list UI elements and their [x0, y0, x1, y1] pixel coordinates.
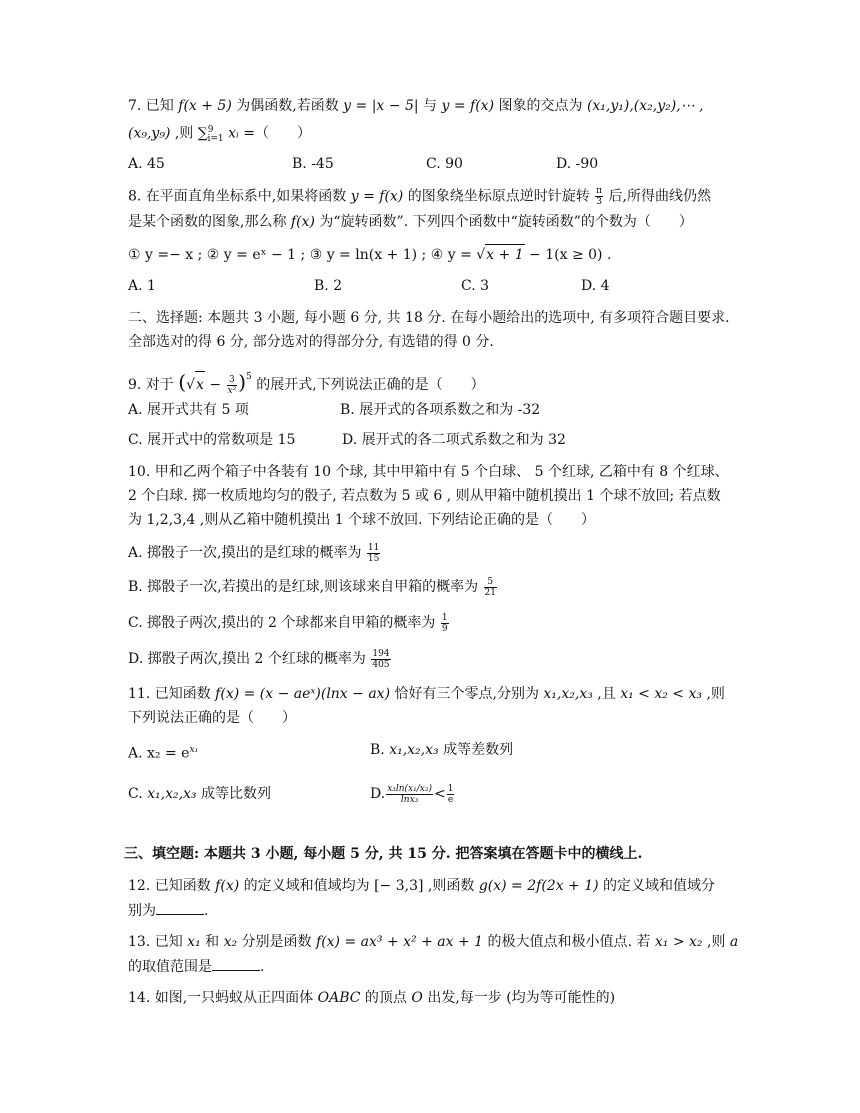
q13-math: x₁	[187, 934, 201, 950]
q7-math: (x₉,y₉)	[128, 125, 171, 142]
q9-line: 9. 对于 (√x − $\frac{3}{\text{x²}}$ )$^5$ 的展开式,下列说法正确的是（ ）	[128, 364, 485, 398]
q14-text: 14. 如图,一只蚂蚁从正四面体	[128, 990, 318, 1006]
q8-option-d: D. 4	[581, 278, 610, 294]
q13-text: 和	[200, 934, 224, 950]
q11-option-c-math: x₁,x₂,x₃	[147, 786, 197, 802]
q7-math: (x₁,y₁),(x₂,y₂),⋯ ,	[586, 98, 704, 114]
q10-option-a	[128, 540, 381, 566]
q14-line	[128, 988, 615, 1008]
q10-option-a-fraction	[367, 543, 380, 564]
q8-line1	[128, 186, 711, 207]
q7-sum-upper: 9	[207, 125, 214, 135]
q11-option-d-rfraction	[447, 784, 455, 805]
q11-text: ,则	[702, 686, 725, 702]
q10-d-num: 194	[372, 648, 390, 659]
q11-d-num: x₃ln(x₁/x₂)	[387, 783, 432, 794]
q14-math: OABC	[317, 990, 361, 1006]
q7-text: =（ ）	[238, 125, 312, 142]
q8-text: 后,所得曲线仍然	[604, 188, 711, 205]
q9-option-c: C. 展开式中的常数项是 15	[128, 432, 296, 448]
q7-text: ,则	[170, 125, 198, 142]
q12-math: g(x) = 2f(2x + 1)	[478, 878, 599, 894]
q7-text: 图象的交点为	[494, 98, 587, 114]
q7-line1	[128, 96, 704, 116]
q7-option-d: D. -90	[556, 156, 599, 172]
q10-option-a-text: A. 掷骰子一次,摸出的是红球的概率为	[128, 545, 366, 561]
q11-option-b-text: 成等差数列	[438, 742, 514, 758]
q7-math: y = |x − 5|	[343, 98, 419, 114]
q11-d-lt: <	[433, 786, 446, 802]
q10-line3: 为 1,2,3,4 ,则从乙箱中随机摸出 1 个球不放回. 下列结论正确的是（ ）	[128, 512, 596, 528]
q7-text: 为偶函数,若函数	[231, 98, 344, 114]
q9-power: 5	[246, 372, 252, 382]
q9-minus: −	[204, 377, 226, 393]
q12-text: 别为	[128, 903, 156, 919]
q7-math: y = f(x)	[441, 98, 495, 114]
q10-option-d-fraction	[371, 649, 390, 670]
q11-option-c-label: C.	[128, 786, 148, 802]
q11-d-rden: e	[447, 794, 454, 805]
q13-math: x₁ > x₂	[654, 934, 703, 950]
q8-option-b: B. 2	[314, 278, 343, 294]
q13-math: f(x) = ax³ + x² + ax + 1	[316, 934, 484, 950]
q14-math: O	[411, 990, 423, 1006]
q8-option-c: C. 3	[461, 278, 490, 294]
q13-text: 13. 已知	[128, 934, 188, 950]
q12-math: f(x)	[215, 878, 240, 894]
section3-heading: 三、填空题: 本题共 3 小题, 每小题 5 分, 共 15 分. 把答案填在答题卡中的横线上.	[124, 846, 643, 862]
q11-math: f(x) = (x − aeˣ)(lnx − ax)	[215, 686, 391, 702]
q11-option-c-text: 成等比数列	[196, 786, 272, 802]
q12-text: 的定义域和值域均为	[239, 878, 375, 894]
q10-line2: 2 个白球. 掷一枚质地均匀的骰子, 若点数为 5 或 6 , 则从甲箱中随机摸出 1 个球不放回; 若点数	[128, 488, 721, 504]
q7-option-a: A. 45	[128, 156, 165, 172]
q11-option-d-label: D.	[370, 786, 386, 802]
q7-math: f(x + 5)	[178, 98, 232, 114]
q10-option-c-fraction	[441, 613, 449, 634]
q10-option-b-fraction	[484, 577, 497, 598]
q8-fraction	[595, 186, 603, 207]
q11-math: x₁ < x₂ < x₃	[620, 686, 702, 702]
q12-line2	[128, 900, 208, 921]
q10-option-c-text: C. 掷骰子两次,摸出的 2 个球都来自甲箱的概率为	[128, 615, 440, 631]
q11-text: ,且	[592, 686, 621, 702]
q13-answer-blank[interactable]	[212, 956, 260, 971]
q10-option-d	[128, 646, 392, 672]
q10-b-den: 21	[484, 587, 496, 598]
q9-option-b: B. 展开式的各项系数之和为 -32	[340, 402, 541, 418]
q9-frac-den: x²	[227, 385, 237, 396]
q11-option-b	[370, 740, 513, 760]
q13-line1	[128, 932, 738, 952]
q7-line2	[128, 120, 311, 149]
q11-d-rnum: 1	[447, 783, 454, 794]
q8-text: 8. 在平面直角坐标系中,如果将函数	[128, 188, 351, 205]
q10-c-num: 1	[441, 612, 448, 623]
q8-math: f(x)	[290, 214, 315, 230]
q11-math: x₁,x₂,x₃	[543, 686, 593, 702]
q8-math: y = f(x)	[350, 188, 404, 205]
q13-math: a	[729, 934, 739, 950]
q11-option-b-label: B.	[370, 742, 390, 758]
q12-text: 12. 已知函数	[128, 878, 216, 894]
q7-sum-symbol: ∑	[197, 125, 208, 142]
q10-d-den: 405	[372, 659, 390, 670]
q8-text: 是某个函数的图象,那么称	[128, 214, 291, 230]
q11-option-c	[128, 784, 271, 804]
section2-line2: 全部选对的得 6 分, 部分选对的得部分分, 有选错的得 0 分.	[128, 334, 494, 350]
q11-line1	[128, 684, 725, 704]
q12-text: .	[204, 903, 209, 919]
q12-text: 的定义域和值域分	[598, 878, 716, 894]
q8-option-a: A. 1	[128, 278, 156, 294]
q8-line2	[128, 212, 693, 232]
q11-option-a-exp: x₁	[189, 745, 199, 755]
q14-text: 的顶点	[360, 990, 412, 1006]
q9-option-d: D. 展开式的各二项式系数之和为 32	[342, 432, 566, 448]
q13-math: x₂	[223, 934, 238, 950]
q14-text: 出发,每一步 (均为等可能性的)	[422, 990, 616, 1006]
q9-frac-num: 3	[227, 375, 238, 386]
q10-option-d-text: D. 掷骰子两次,摸出 2 个红球的概率为	[128, 651, 371, 667]
q9-text: 9. 对于	[128, 377, 179, 393]
q8-text: 的图象绕坐标原点逆时针旋转	[403, 188, 595, 205]
q11-d-den: lnx₃	[400, 794, 419, 805]
q9-fraction	[227, 375, 238, 396]
q11-line2: 下列说法正确的是（ ）	[128, 710, 296, 726]
q11-option-d	[370, 774, 455, 814]
q8-functions-end: − 1(x ≥ 0) .	[524, 247, 612, 263]
q12-text: ,则函数	[423, 878, 479, 894]
q10-option-c	[128, 610, 450, 636]
q7-text: 与	[418, 98, 442, 114]
q12-line1	[128, 876, 715, 896]
q11-option-a	[128, 740, 198, 764]
q7-text: 7. 已知	[128, 98, 179, 114]
q8-sqrt: x + 1	[485, 244, 524, 265]
q10-option-b	[128, 574, 498, 600]
q13-text: 的极大值点和极小值点. 若	[483, 934, 655, 950]
section2-line1: 二、选择题: 本题共 3 小题, 每小题 6 分, 共 18 分. 在每小题给出的选项中, 有多项符合题目要求.	[128, 310, 730, 326]
q10-line1: 10. 甲和乙两个箱子中各装有 10 个球, 其中甲箱中有 5 个白球、 5 个红球, 乙箱中有 8 个红球、	[128, 464, 729, 480]
q8-functions: ① y =− x ; ② y = eˣ − 1 ; ③ y = ln(x + 1) ; ④ y =	[128, 247, 477, 263]
q10-b-num: 5	[484, 577, 497, 588]
q8-frac-num: π	[596, 186, 603, 196]
q8-frac-den: 3	[596, 197, 602, 207]
q13-text: 分别是函数	[237, 934, 317, 950]
q11-text: 恰好有三个零点,分别为	[390, 686, 544, 702]
q8-line3: ① y =− x ; ② y = eˣ − 1 ; ③ y = ln(x + 1) ; ④ y = √x + 1 − 1(x ≥ 0) .	[128, 244, 611, 265]
q13-text: .	[260, 959, 265, 975]
q8-text: 为“旋转函数”. 下列四个函数中“旋转函数”的个数为（ ）	[314, 214, 693, 230]
q10-option-b-text: B. 掷骰子一次,若摸出的是红球,则该球来自甲箱的概率为	[128, 579, 483, 595]
q11-option-a-text: A. x₂ = e	[128, 745, 190, 762]
q13-line2	[128, 956, 264, 977]
q7-sum-lower: i=1	[207, 134, 224, 145]
q11-text: 11. 已知函数	[128, 686, 216, 702]
q11-option-b-math: x₁,x₂,x₃	[389, 742, 439, 758]
q13-text: 的取值范围是	[128, 959, 212, 975]
q7-option-c: C. 90	[426, 156, 463, 172]
q10-c-den: 9	[441, 623, 448, 634]
q9-text: 的展开式,下列说法正确的是（ ）	[251, 377, 485, 393]
q7-option-b: B. -45	[292, 156, 334, 172]
q11-option-d-fraction	[386, 784, 433, 805]
q9-option-a: A. 展开式共有 5 项	[128, 402, 249, 418]
q9-sqrt: x	[195, 371, 205, 398]
q12-answer-blank[interactable]	[156, 900, 204, 915]
q10-a-den: 15	[367, 553, 380, 564]
q10-a-num: 11	[367, 542, 380, 553]
q13-text: ,则	[702, 934, 730, 950]
q12-math: [− 3,3]	[374, 878, 424, 894]
q7-math: xᵢ	[223, 125, 239, 142]
